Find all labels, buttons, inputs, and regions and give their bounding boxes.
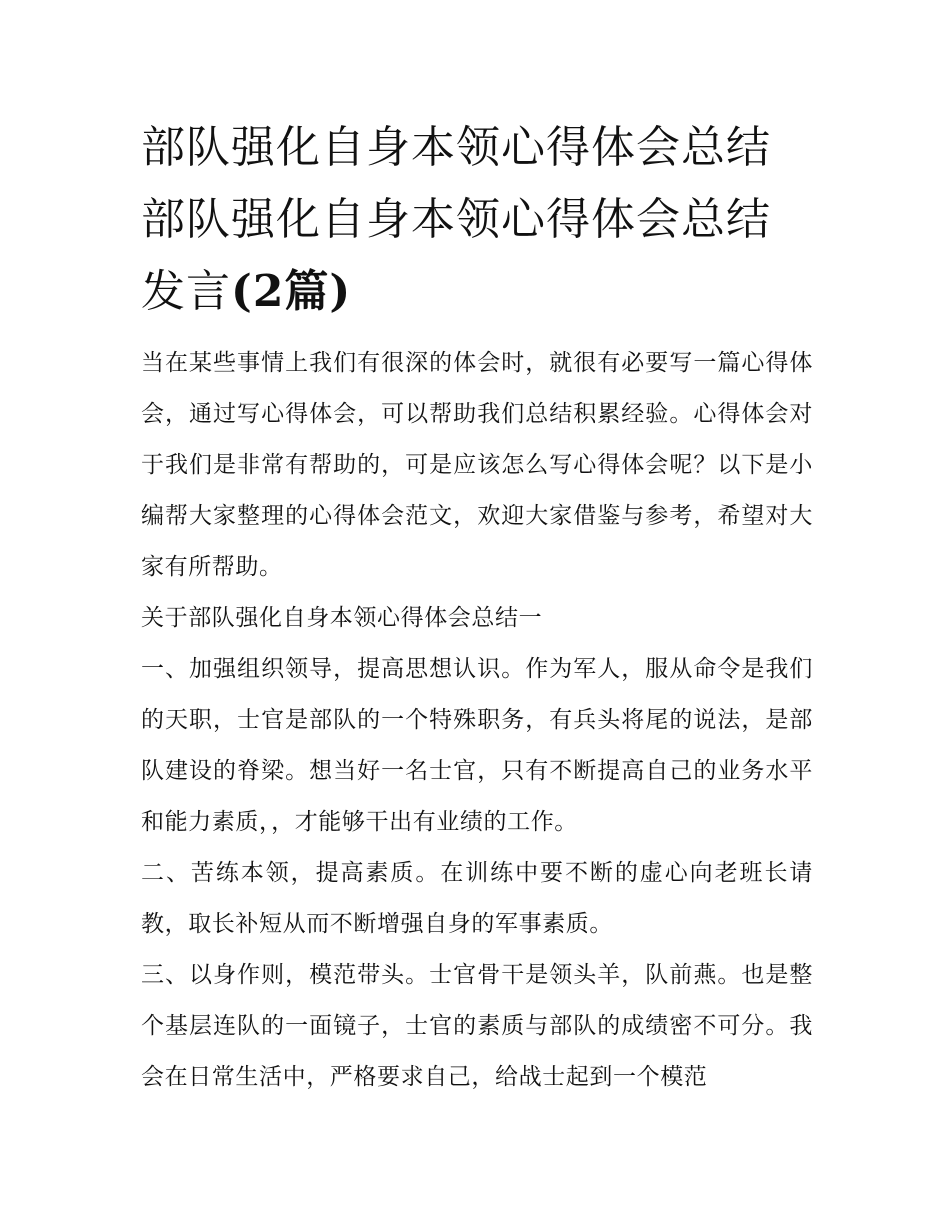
document-body [141, 338, 813, 1103]
document-title-main: 部队强化自身本领心得体会总结 部队强化自身本领心得体会总结发言 [141, 122, 771, 317]
point-two-paragraph: 二、苦练本领，提高素质。在训练中要不断的虚心向老班长请教，取长补短从而不断增强自身的军事素质。 [141, 860, 813, 937]
point-three-paragraph: 三、以身作则，模范带头。士官骨干是领头羊，队前燕。也是整个基层连队的一面镜子，士官的素质与部队的成绩密不可分。我会在日常生活中，严格要求自己，给战士起到一个模范 [141, 962, 813, 1090]
point-one-paragraph: 一、加强组织领导，提高思想认识。作为军人，服从命令是我们的天职，士官是部队的一个特殊职务，有兵头将尾的说法，是部队建设的脊梁。想当好一名士官，只有不断提高自己的业务水平和能力素质，，才能够干出有业绩的工作。 [141, 656, 813, 835]
document-title [141, 112, 813, 328]
intro-paragraph: 当在某些事情上我们有很深的体会时，就很有必要写一篇心得体会，通过写心得体会，可以帮助我们总结积累经验。心得体会对于我们是非常有帮助的，可是应该怎么写心得体会呢？以下是小编帮大家整理的心得体会范文，欢迎大家借鉴与参考，希望对大家有所帮助。 [141, 350, 813, 580]
section-heading: 关于部队强化自身本领心得体会总结一 [141, 605, 543, 631]
document-title-suffix: (2篇) [231, 266, 352, 317]
document-content [141, 112, 813, 1103]
